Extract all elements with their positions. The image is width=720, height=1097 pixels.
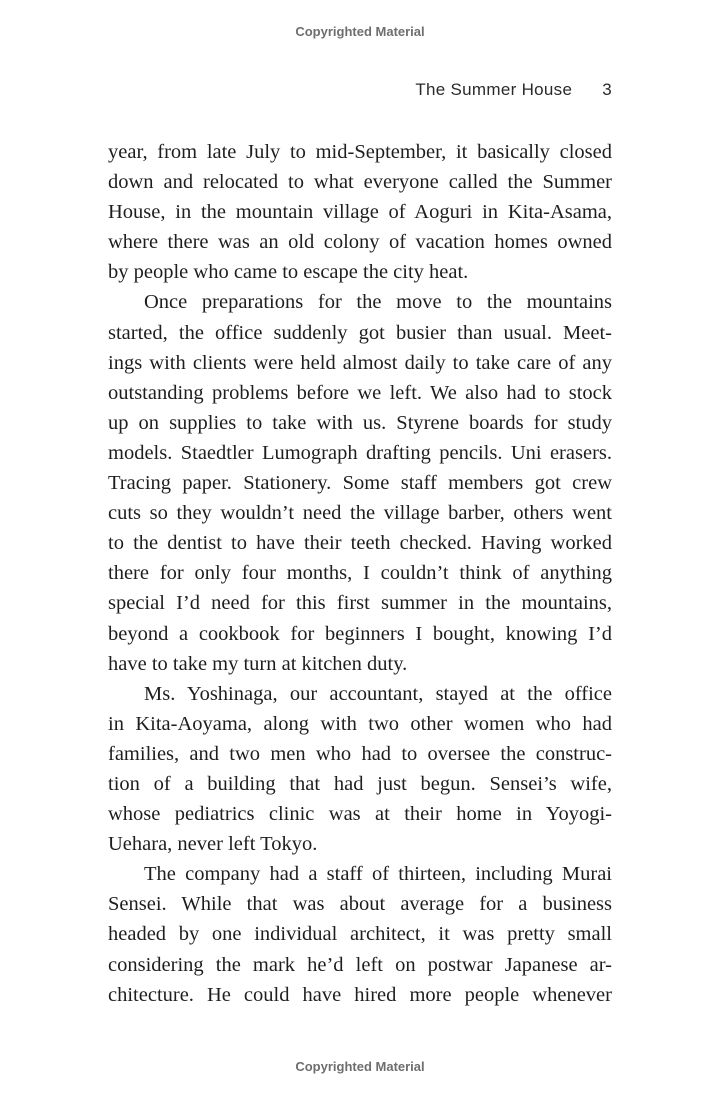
- paragraph: [108, 137, 612, 287]
- text-line: Uehara, never left Tokyo.: [108, 833, 318, 856]
- text-line: Once preparations for the move to the mountains: [144, 291, 612, 314]
- running-head-title: The Summer House: [415, 80, 573, 99]
- paragraph: [108, 679, 612, 860]
- paragraph: [108, 287, 612, 678]
- text-line: House, in the mountain village of Aoguri in Kita-Asama,: [108, 201, 612, 224]
- text-line: beyond a cookbook for beginners I bought, knowing I’d: [108, 622, 612, 645]
- text-line: The company had a staff of thirteen, including Murai: [144, 863, 612, 886]
- copyright-watermark-bottom: Copyrighted Material: [295, 1059, 425, 1074]
- text-line: outstanding problems before we left. We also had to stock: [108, 381, 612, 404]
- text-line: considering the mark he’d left on postwar Japanese ar-: [108, 953, 612, 976]
- running-head: [415, 80, 612, 100]
- text-line: in Kita-Aoyama, along with two other women who had: [108, 712, 612, 735]
- text-line: by people who came to escape the city heat.: [108, 261, 469, 284]
- text-line: year, from late July to mid-September, it basically closed: [108, 141, 612, 163]
- text-line: where there was an old colony of vacation homes owned: [108, 231, 612, 254]
- text-line: down and relocated to what everyone called the Summer: [108, 171, 612, 194]
- text-line: there for only four months, I couldn’t think of anything: [108, 562, 612, 585]
- paragraph: [108, 859, 612, 1009]
- text-line: up on supplies to take with us. Styrene boards for study: [108, 411, 612, 434]
- text-line: Sensei. While that was about average for a business: [108, 893, 612, 916]
- text-line: tion of a building that had just begun. Sensei’s wife,: [108, 772, 612, 795]
- page-number: 3: [602, 80, 612, 99]
- text-line: have to take my turn at kitchen duty.: [108, 652, 408, 675]
- text-line: families, and two men who had to oversee the construc-: [108, 742, 612, 765]
- text-line: chitecture. He could have hired more people whenever: [108, 983, 612, 1006]
- copyright-watermark-top: Copyrighted Material: [295, 24, 425, 39]
- text-line: Tracing paper. Stationery. Some staff members got crew: [108, 472, 612, 495]
- text-line: whose pediatrics clinic was at their home in Yoyogi-: [108, 803, 612, 826]
- text-line: cuts so they wouldn’t need the village barber, others went: [108, 502, 612, 525]
- text-line: Ms. Yoshinaga, our accountant, stayed at the office: [144, 682, 612, 705]
- text-line: special I’d need for this first summer in the mountains,: [108, 592, 612, 615]
- text-line: started, the office suddenly got busier than usual. Meet-: [108, 321, 612, 344]
- body-text: [108, 137, 612, 1010]
- text-line: ings with clients were held almost daily to take care of any: [108, 351, 612, 374]
- text-line: headed by one individual architect, it was pretty small: [108, 923, 612, 946]
- text-line: models. Staedtler Lumograph drafting pencils. Uni erasers.: [108, 441, 612, 464]
- text-line: to the dentist to have their teeth checked. Having worked: [108, 532, 612, 555]
